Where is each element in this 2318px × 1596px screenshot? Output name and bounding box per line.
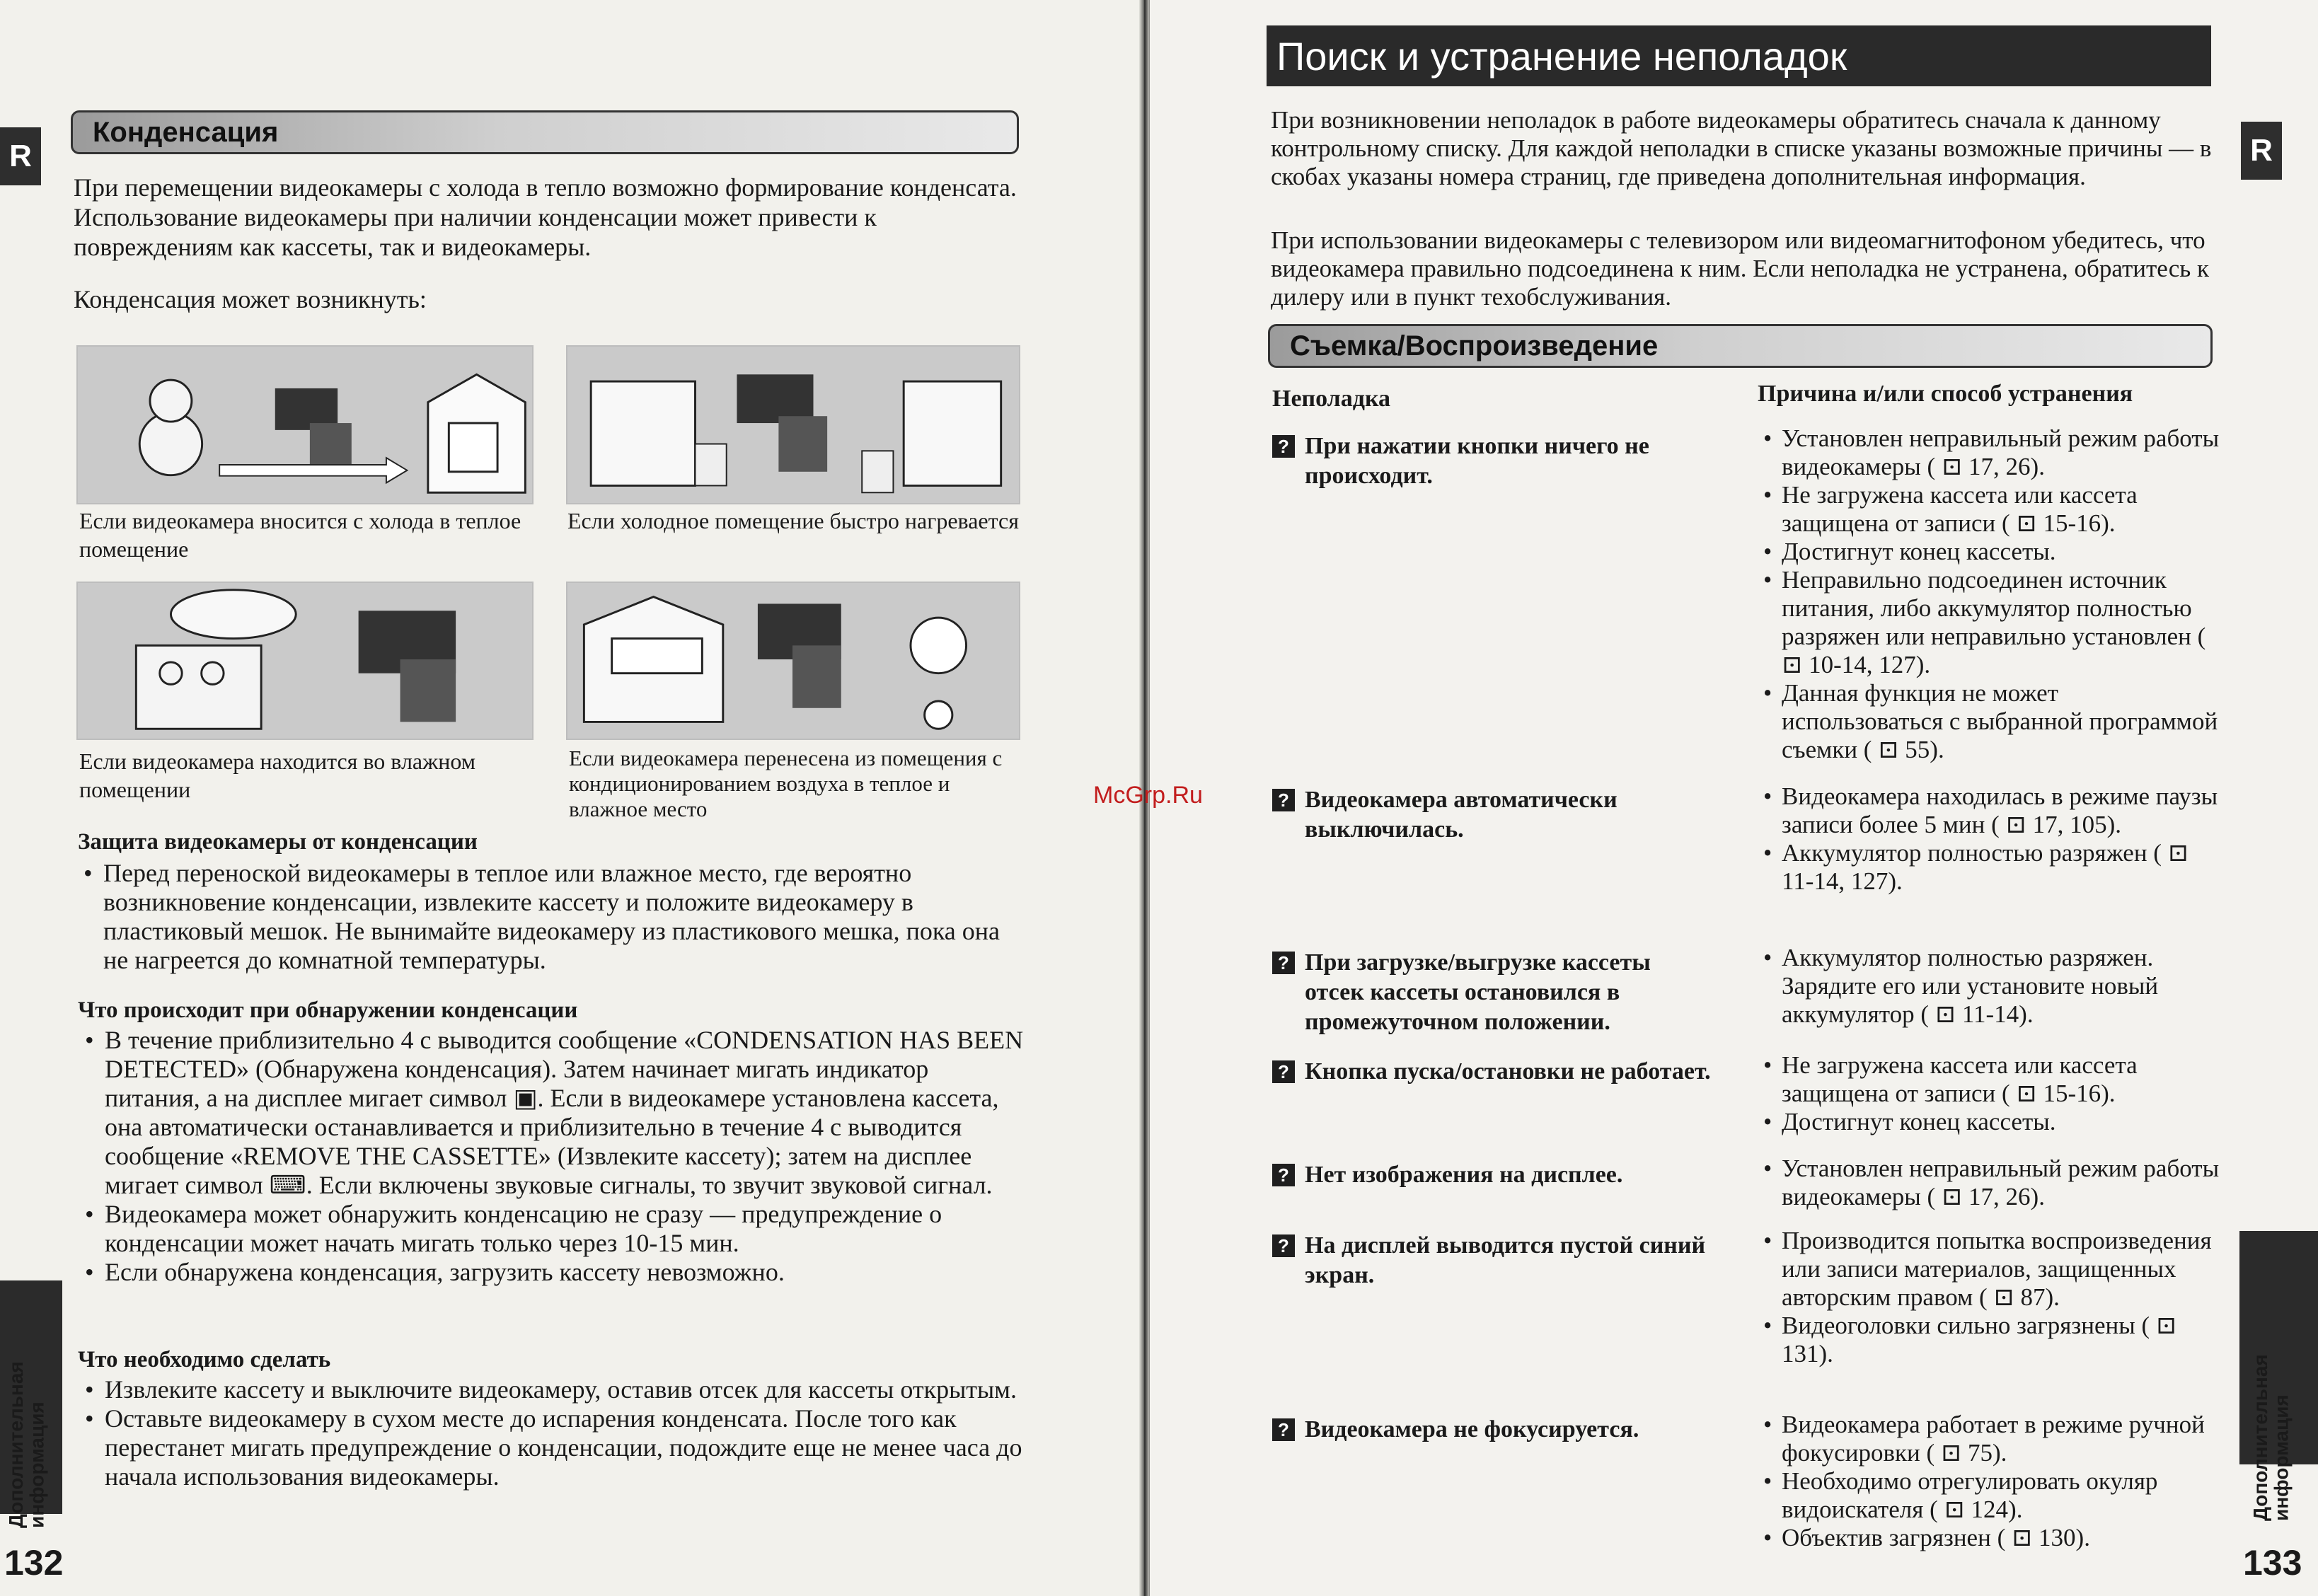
protection-heading: Защита видеокамеры от конденсации	[78, 829, 478, 855]
illustration-cold-to-warm	[76, 345, 534, 504]
list-item: • Видеоголовки сильно загрязнены ( ⊡ 131).	[1760, 1312, 2220, 1368]
detection-list	[81, 1026, 1029, 1287]
list-item: • Объектив загрязнен ( ⊡ 130).	[1760, 1524, 2220, 1552]
page-number: 132	[4, 1543, 64, 1583]
intro-paragraph: При перемещении видеокамеры с холода в тепло возможно формирование конденсата. Использование видеокамеры при наличии конденсации может привести к повреждениям как кассеты, так и видеокамеры.	[74, 173, 1017, 261]
actions-list	[81, 1375, 1029, 1491]
cause-list	[1760, 944, 2220, 1029]
question-mark-icon: ?	[1272, 1234, 1295, 1257]
cause-list	[1760, 1051, 2220, 1136]
page-number: 133	[2243, 1543, 2302, 1583]
question-mark-icon: ?	[1272, 1418, 1295, 1441]
list-item: • Данная функция не может использоваться с выбранной программой съемки ( ⊡ 55).	[1760, 679, 2220, 764]
problem-text: При загрузке/выгрузке кассеты отсек кассеты остановился в промежуточном положении.	[1305, 949, 1651, 1035]
side-vertical-label: Дополнительная информация	[5, 1361, 48, 1528]
list-item: • Не загружена кассета или кассета защищена от записи ( ⊡ 15-16).	[1760, 481, 2220, 538]
list-item: • Видеокамера находилась в режиме паузы записи более 5 мин ( ⊡ 17, 105).	[1760, 782, 2220, 839]
list-item: • В течение приблизительно 4 с выводится сообщение «CONDENSATION HAS BEEN DETECTED» (Обнаружена конденсация). Затем начинает мигать индикатор питания, а на дисплее мигает символ ▣. Если в видеокамере установлена кассета, она автоматически останавливается и приблизительно в течение 4 с выводится сообщение «REMOVE THE CASSETTE» (Извлеките кассету); затем на дисплее мигает символ ⌨. Если включены звуковые сигналы, то звучит звуковой сигнал.	[81, 1026, 1029, 1200]
list-item: • Неправильно подсоединен источник питания, либо аккумулятор полностью разряжен или неправильно установлен ( ⊡ 10-14, 127).	[1760, 566, 2220, 679]
illustration-humid-room	[76, 582, 534, 740]
heater-room-icon	[567, 347, 1019, 503]
table-row	[1272, 1057, 1711, 1087]
table-row	[1272, 1231, 1711, 1290]
table-row	[1272, 432, 1711, 491]
list-item: • Достигнут конец кассеты.	[1760, 538, 2220, 566]
question-mark-icon: ?	[1272, 435, 1295, 458]
list-item: • Если обнаружена конденсация, загрузить кассету невозможно.	[81, 1258, 1029, 1287]
stove-steam-icon	[78, 583, 532, 739]
problem-text: При нажатии кнопки ничего не происходит.	[1305, 433, 1649, 489]
list-item: • Не загружена кассета или кассета защищена от записи ( ⊡ 15-16).	[1760, 1051, 2220, 1108]
question-mark-icon: ?	[1272, 952, 1295, 974]
intro-paragraph-1: При возникновении неполадок в работе видеокамеры обратитесь сначала к данному контрольному списку. Для каждой неполадки в списке указаны возможные причины — в скобах указаны номера страниц, где приведена дополнительная информация.	[1271, 106, 2212, 190]
list-item: • Установлен неправильный режим работы видеокамеры ( ⊡ 17, 26).	[1760, 1155, 2220, 1211]
caption-aircon-to-hot: Если видеокамера перенесена из помещения с кондиционированием воздуха в теплое и влажное место	[569, 746, 1003, 821]
question-mark-icon: ?	[1272, 1060, 1295, 1083]
snowman-to-house-icon	[78, 347, 532, 503]
cause-list	[1760, 1155, 2220, 1211]
column-header-cause: Причина и/или способ устранения	[1758, 381, 2133, 407]
problem-text: Нет изображения на дисплее.	[1305, 1162, 1623, 1188]
protection-list	[79, 859, 1027, 975]
list-item: • Необходимо отрегулировать окуляр видоискателя ( ⊡ 124).	[1760, 1467, 2220, 1524]
list-item: • Оставьте видеокамеру в сухом месте до испарения конденсата. После того как перестанет мигать предупреждение о конденсации, подождите еще не менее часа до начала использования видеокамеры.	[81, 1404, 1029, 1491]
section-title-condensation: Конденсация	[71, 110, 1019, 154]
intro-paragraph-2: При использовании видеокамеры с телевизором или видеомагнитофоном убедитесь, что видеокамера правильно подсоединена к ним. Если неполадка не устранена, обратитесь к дилеру или в пункт техобслуживания.	[1271, 226, 2209, 311]
illustration-aircon-to-hot	[566, 582, 1020, 740]
caption-room-heats: Если холодное помещение быстро нагревается	[567, 508, 1019, 533]
side-vertical-label: Дополнительная информация	[2249, 1354, 2293, 1521]
table-row	[1272, 1415, 1711, 1445]
problem-text: На дисплей выводится пустой синий экран.	[1305, 1232, 1706, 1288]
table-row	[1272, 948, 1711, 1037]
actions-heading: Что необходимо сделать	[78, 1347, 331, 1372]
illustration-room-heats	[566, 345, 1020, 504]
cause-list	[1760, 424, 2220, 764]
problem-text: Видеокамера автоматически выключилась.	[1305, 787, 1618, 843]
list-item: • Видеокамера работает в режиме ручной фокусировки ( ⊡ 75).	[1760, 1411, 2220, 1467]
left-page	[0, 0, 1150, 1596]
list-item: • Перед переноской видеокамеры в теплое или влажное место, где вероятно возникновение конденсации, извлеките кассету и положите видеокамеру в пластиковый мешок. Не вынимайте видеокамеру из пластикового мешка, пока она не нагреется до комнатной температуры.	[79, 859, 1027, 975]
section-letter-tab: R	[2241, 122, 2282, 180]
table-row	[1272, 1160, 1711, 1190]
page-title: Поиск и устранение неполадок	[1267, 25, 2211, 86]
list-item: • Аккумулятор полностью разряжен. Зарядите его или установите новый аккумулятор ( ⊡ 11-14).	[1760, 944, 2220, 1029]
table-row	[1272, 785, 1711, 845]
cause-list	[1760, 1411, 2220, 1552]
caption-cold-to-warm: Если видеокамера вносится с холода в теплое помещение	[79, 508, 521, 562]
list-item: • Извлеките кассету и выключите видеокамеру, оставив отсек для кассеты открытым.	[81, 1375, 1029, 1404]
question-mark-icon: ?	[1272, 789, 1295, 811]
caption-humid-room: Если видеокамера находится во влажном помещении	[79, 748, 475, 802]
aircon-to-hot-icon	[567, 583, 1019, 739]
list-item: • Производится попытка воспроизведения или записи материалов, защищенных авторским правом ( ⊡ 87).	[1760, 1227, 2220, 1312]
question-mark-icon: ?	[1272, 1164, 1295, 1186]
problem-text: Видеокамера не фокусируется.	[1305, 1416, 1639, 1442]
problem-text: Кнопка пуска/остановки не работает.	[1305, 1058, 1711, 1085]
list-item: • Установлен неправильный режим работы видеокамеры ( ⊡ 17, 26).	[1760, 424, 2220, 481]
column-header-problem: Неполадка	[1272, 386, 1391, 412]
list-item: • Достигнут конец кассеты.	[1760, 1108, 2220, 1136]
detection-heading: Что происходит при обнаружении конденсации	[78, 998, 578, 1023]
occurs-heading: Конденсация может возникнуть:	[74, 285, 427, 313]
cause-list	[1760, 1227, 2220, 1368]
cause-list	[1760, 782, 2220, 896]
list-item: • Аккумулятор полностью разряжен ( ⊡ 11-14, 127).	[1760, 839, 2220, 896]
list-item: • Видеокамера может обнаружить конденсацию не сразу — предупреждение о конденсации может начать мигать только через 10-15 мин.	[81, 1200, 1029, 1258]
section-letter-tab: R	[0, 127, 41, 185]
watermark-link[interactable]: McGrp.Ru	[1093, 782, 1203, 809]
section-title-recording: Съемка/Воспроизведение	[1268, 324, 2213, 368]
